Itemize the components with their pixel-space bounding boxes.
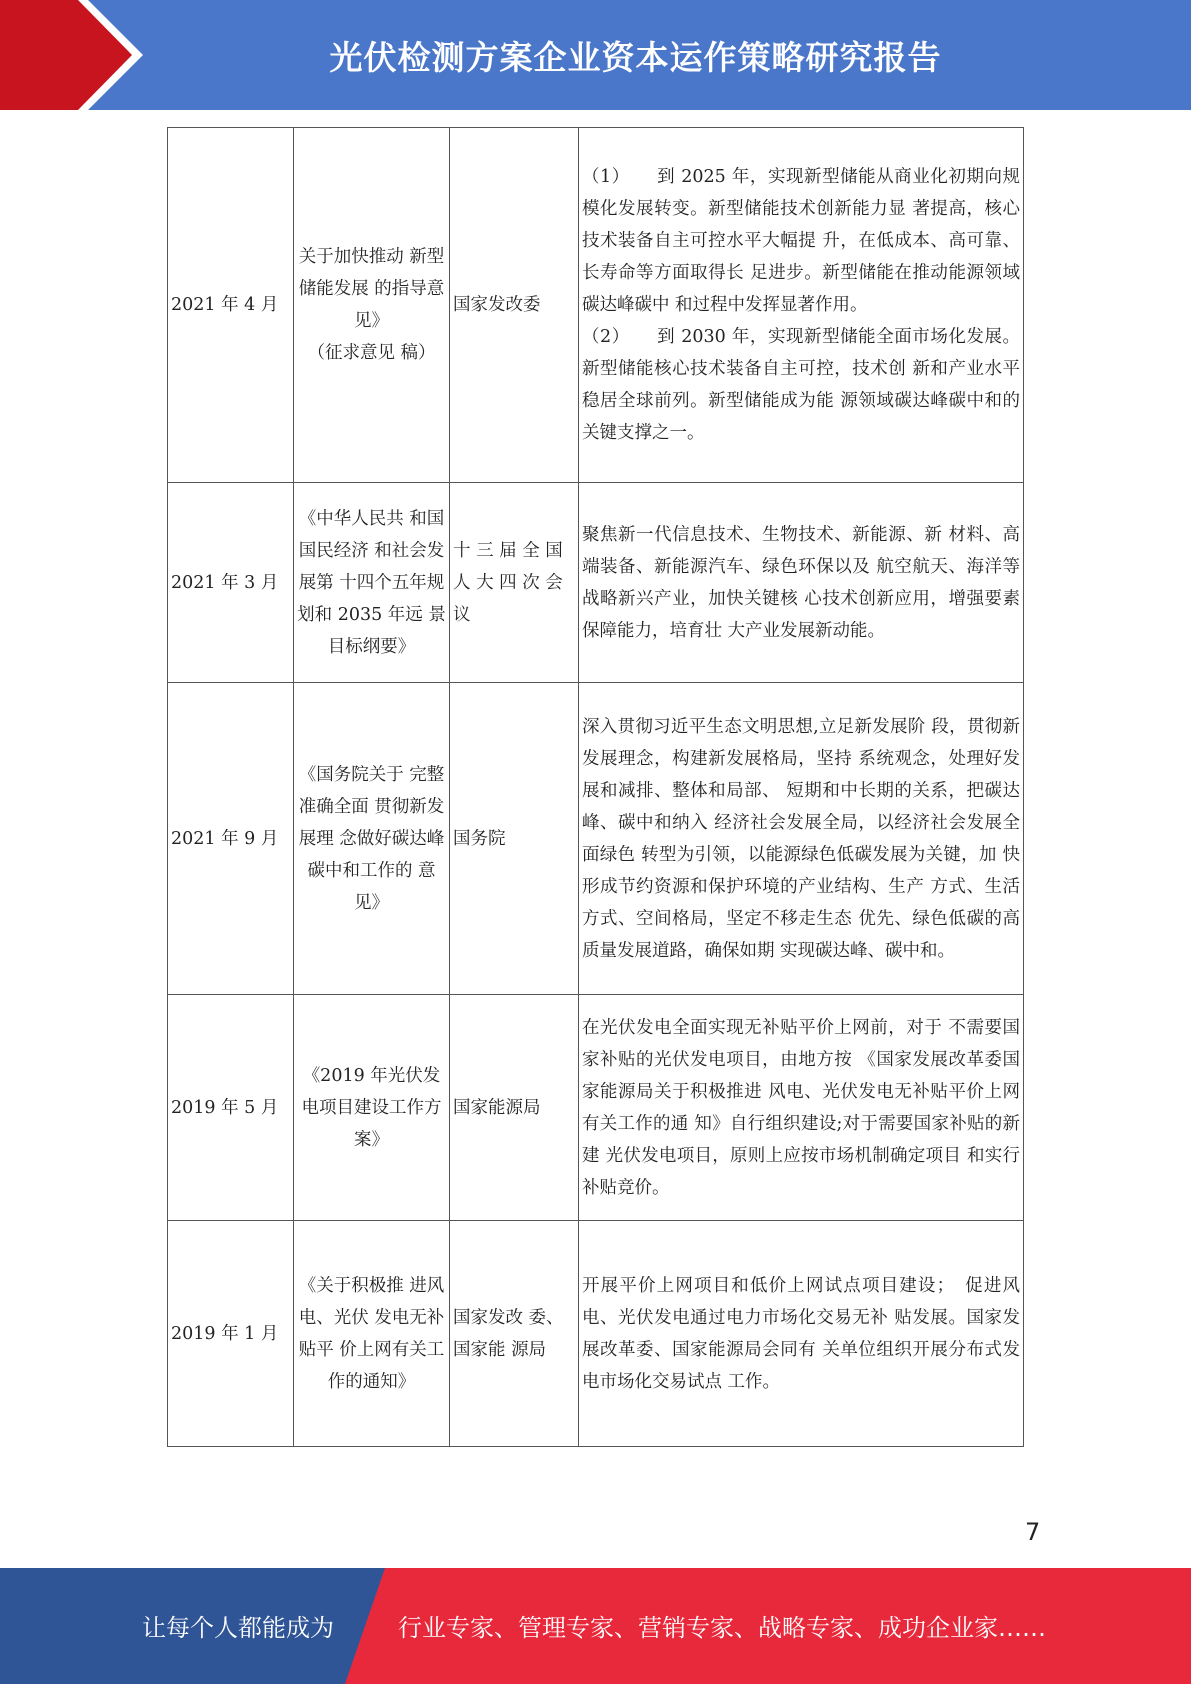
issuer-cell: 国家发改 委、国家能 源局: [450, 1221, 579, 1447]
content-cell: 在光伏发电全面实现无补贴平价上网前，对于 不需要国家补贴的光伏发电项目，由地方按 《国家发展改革委国家能源局关于积极推进 风电、光伏发电无补贴平价上网有关工作的通 知》自行组织建设;对于需要国家补贴的新建 光伏发电项目，原则上应按市场机制确定项目 和实行补贴竞价。: [579, 995, 1024, 1221]
table-row: [168, 128, 1024, 483]
document-cell: 《2019 年光伏发电项目建设工作方案》: [294, 995, 450, 1221]
date-cell: 2021 年 4 月: [168, 128, 294, 483]
issuer-cell: 国家发改委: [450, 128, 579, 483]
table-row: [168, 995, 1024, 1221]
content-cell: 深入贯彻习近平生态文明思想,立足新发展阶 段，贯彻新发展理念，构建新发展格局，坚持 系统观念，处理好发展和减排、整体和局部、 短期和中长期的关系，把碳达峰、碳中和纳入 经济社会发展全局，以经济社会发展全面绿色 转型为引领，以能源绿色低碳发展为关键，加 快形成节约资源和保护环境的产业结构、生产 方式、生活方式、空间格局，坚定不移走生态 优先、绿色低碳的高质量发展道路，确保如期 实现碳达峰、碳中和。: [579, 683, 1024, 995]
content-cell: 聚焦新一代信息技术、生物技术、新能源、新 材料、高端装备、新能源汽车、绿色环保以及 航空航天、海洋等战略新兴产业，加快关键核 心技术创新应用，增强要素保障能力，培育壮 大产业发展新动能。: [579, 483, 1024, 683]
page-header: [0, 0, 1191, 110]
issuer-cell: 国务院: [450, 683, 579, 995]
policy-table: [167, 127, 1024, 1447]
footer-slogan-right: 行业专家、管理专家、营销专家、战略专家、成功企业家……: [398, 1614, 1046, 1642]
document-cell: 《关于积极推 进风电、光伏 发电无补贴平 价上网有关工 作的通知》: [294, 1221, 450, 1447]
date-cell: 2019 年 5 月: [168, 995, 294, 1221]
footer-slogan-left: 让每个人都能成为: [142, 1614, 334, 1642]
page-number: 7: [1025, 1518, 1041, 1546]
document-cell: 《国务院关于 完整准确全面 贯彻新发展理 念做好碳达峰 碳中和工作的 意见》: [294, 683, 450, 995]
table-row: [168, 483, 1024, 683]
content-cell: 开展平价上网项目和低价上网试点项目建设； 促进风电、光伏发电通过电力市场化交易无补 贴发展。国家发展改革委、国家能源局会同有 关单位组织开展分布式发电市场化交易试点 工作。: [579, 1221, 1024, 1447]
document-cell: 《中华人民共 和国国民经济 和社会发展第 十四个五年规 划和 2035 年远 景目标纲要》: [294, 483, 450, 683]
report-title: 光伏检测方案企业资本运作策略研究报告: [329, 37, 942, 77]
issuer-cell: 十 三 届 全 国 人 大 四 次 会 议: [450, 483, 579, 683]
issuer-cell: 国家能源局: [450, 995, 579, 1221]
date-cell: 2019 年 1 月: [168, 1221, 294, 1447]
content-cell: （1） 到 2025 年，实现新型储能从商业化初期向规模化发展转变。新型储能技术创新能力显 著提高，核心技术装备自主可控水平大幅提 升，在低成本、高可靠、长寿命等方面取得长 足进步。新型储能在推动能源领域碳达峰碳中 和过程中发挥显著作用。 （2） 到 2030 年，实现新型储能全面市场化发展。新型储能核心技术装备自主可控，技术创 新和产业水平稳居全球前列。新型储能成为能 源领域碳达峰碳中和的关键支撑之一。: [579, 128, 1024, 483]
date-cell: 2021 年 3 月: [168, 483, 294, 683]
table-row: [168, 1221, 1024, 1447]
document-cell: 关于加快推动 新型储能发展 的指导意见》 （征求意见 稿）: [294, 128, 450, 483]
date-cell: 2021 年 9 月: [168, 683, 294, 995]
page-footer: [0, 1568, 1191, 1684]
table-row: [168, 683, 1024, 995]
